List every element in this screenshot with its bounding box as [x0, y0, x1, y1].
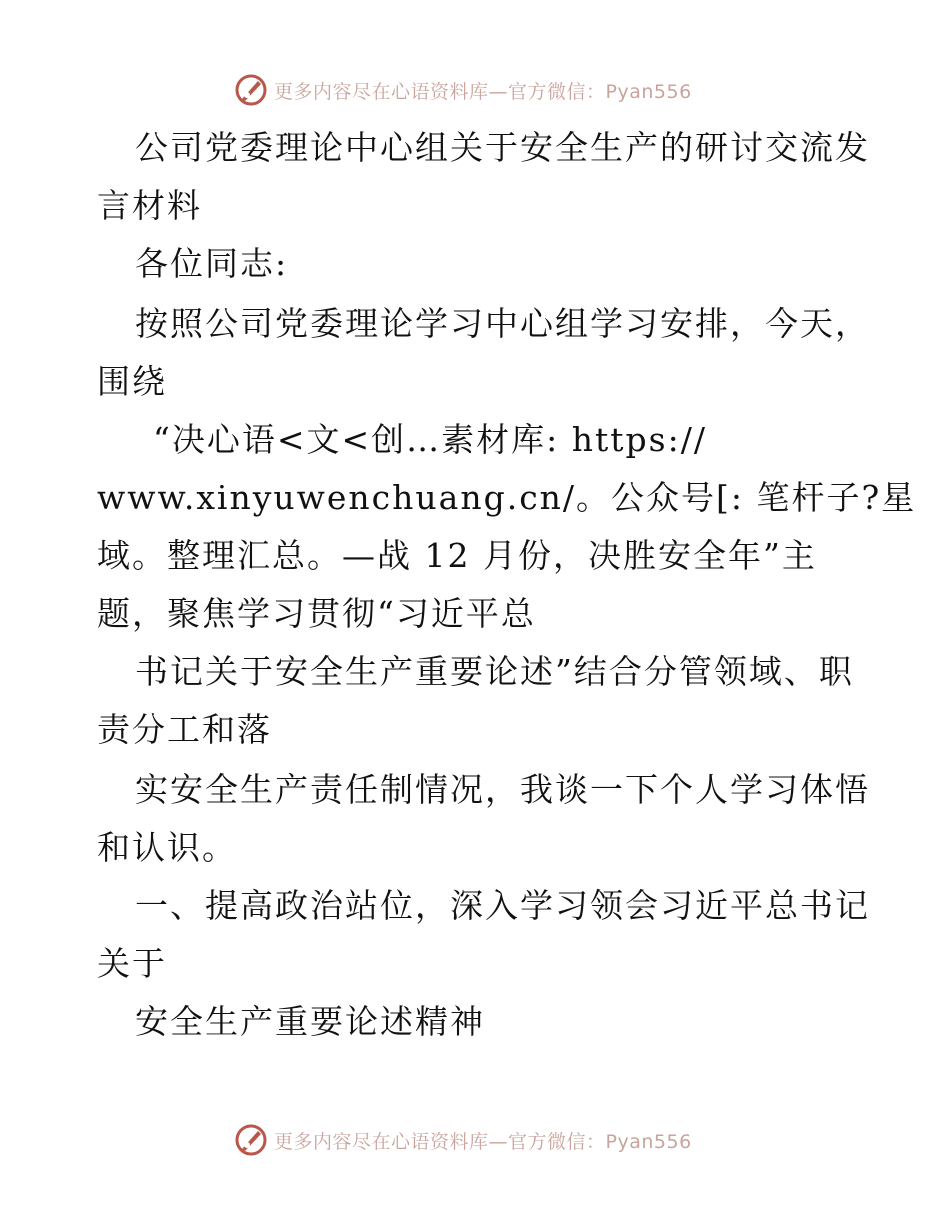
- watermark-text: 更多内容尽在心语资料库—官方微信：Pyan556: [274, 80, 692, 103]
- paragraph-line: 按照公司党委理论学习中心组学习安排，今天，: [135, 304, 870, 343]
- paragraph-line: 域。整理汇总。—战 12 月份，决胜安全年”主: [97, 536, 817, 575]
- paragraph-line: 围绕: [97, 362, 167, 401]
- quill-circle-icon: [234, 1123, 268, 1157]
- paragraph-line: 责分工和落: [97, 710, 272, 749]
- salutation: 各位同志:: [135, 244, 289, 283]
- section-heading-line: 关于: [97, 944, 167, 983]
- section-heading-line: 安全生产重要论述精神: [135, 1002, 485, 1041]
- paragraph-line: www.xinyuwenchuang.cn/。公众号[: 笔杆子?星: [97, 478, 917, 517]
- section-heading-line: 一、提高政治站位，深入学习领会习近平总书记: [135, 886, 870, 925]
- paragraph-line: 题，聚焦学习贯彻“习近平总: [97, 594, 536, 633]
- quill-circle-icon: [234, 73, 268, 107]
- title-line-2: 言材料: [97, 186, 202, 225]
- footer-watermark: [234, 1122, 692, 1158]
- header-watermark: [234, 72, 692, 108]
- title-line-1: 公司党委理论中心组关于安全生产的研讨交流发: [135, 128, 870, 167]
- paragraph-line: 书记关于安全生产重要论述”结合分管领域、职: [135, 652, 854, 691]
- paragraph-line: “决心语<文<创…素材库: https://: [153, 420, 707, 459]
- paragraph-line: 和认识。: [97, 828, 237, 867]
- watermark-text: 更多内容尽在心语资料库—官方微信：Pyan556: [274, 1130, 692, 1153]
- paragraph-line: 实安全生产责任制情况，我谈一下个人学习体悟: [135, 770, 870, 809]
